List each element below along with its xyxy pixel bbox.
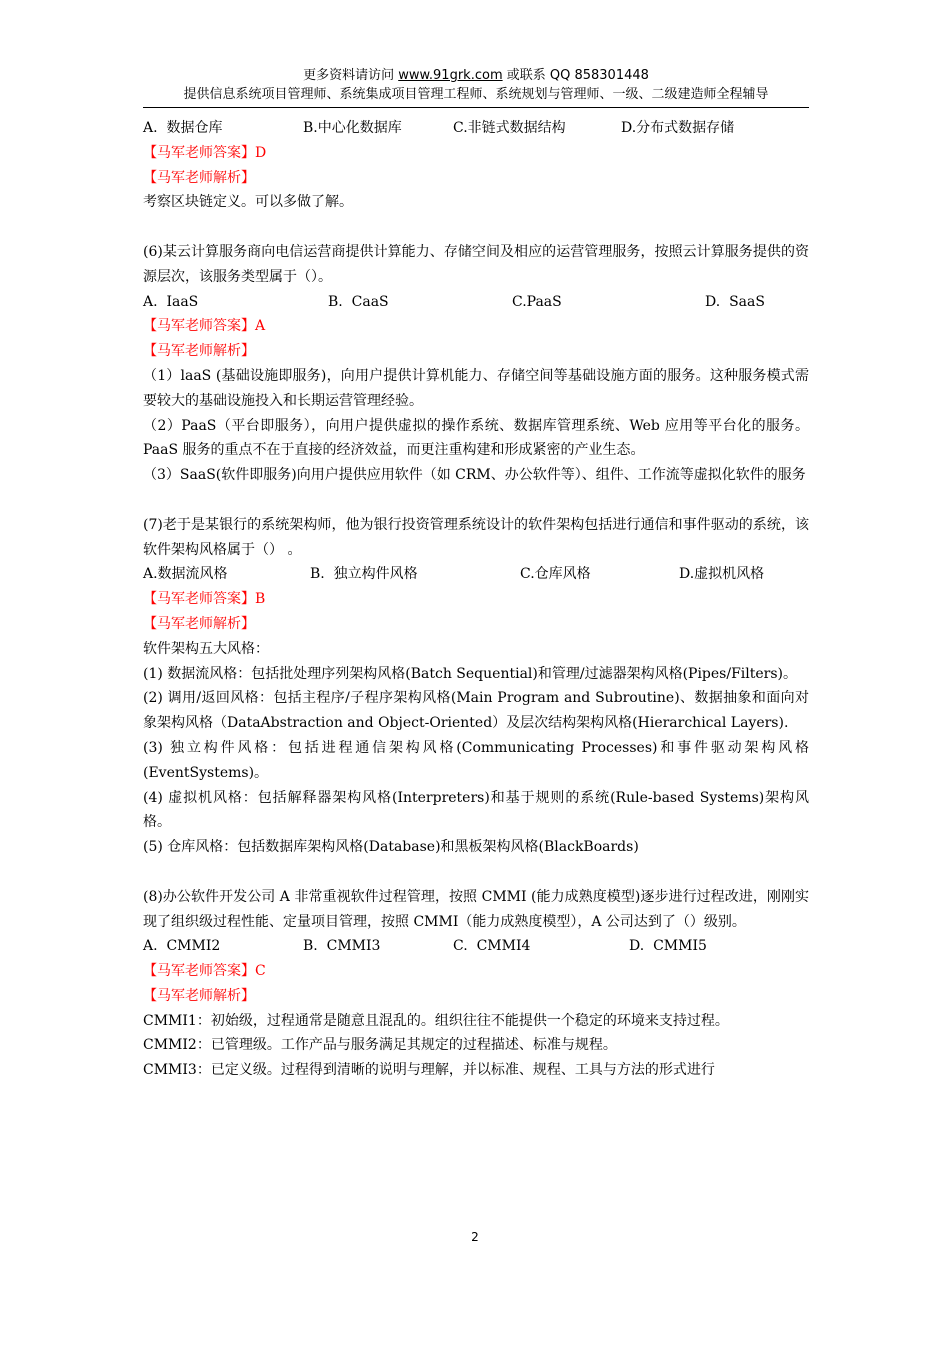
q7-analysis-line: (5) 仓库风格：包括数据库架构风格(Database)和黑板架构风格(BlackBoards) xyxy=(143,839,639,856)
q6-option-b: B. CaaS xyxy=(328,293,389,310)
q6-options xyxy=(143,290,809,315)
q6-stem: (6)某云计算服务商向电信运营商提供计算能力、存储空间及相应的运营管理服务，按照云计算服务提供的资源层次，该服务类型属于（）。 xyxy=(143,243,809,285)
q7-analysis-line: (4) 虚拟机风格：包括解释器架构风格(Interpreters)和基于规则的系统(Rule-based Systems)架构风格。 xyxy=(143,789,809,831)
q5-answer: 【马军老师答案】D xyxy=(143,144,267,161)
q8-answer: 【马军老师答案】C xyxy=(143,963,266,980)
q8-option-b: B. CMMI3 xyxy=(303,938,381,955)
q8-analysis-line: CMMI3：已定义级。过程得到清晰的说明与理解，并以标准、规程、工具与方法的形式进行 xyxy=(143,1062,715,1079)
q7-answer: 【马军老师答案】B xyxy=(143,591,266,608)
q5-option-c: C.非链式数据结构 xyxy=(453,120,566,136)
page-number: 2 xyxy=(471,1230,479,1244)
page-header xyxy=(143,66,809,104)
document-body xyxy=(143,116,809,1083)
q8-options xyxy=(143,934,809,959)
q7-analysis-line: (1) 数据流风格：包括批处理序列架构风格(Batch Sequential)和管理/过滤器架构风格(Pipes/Filters)。 xyxy=(143,665,797,682)
header-divider xyxy=(143,107,809,108)
q7-option-a: A.数据流风格 xyxy=(143,566,228,583)
q7-option-c: C.仓库风格 xyxy=(520,566,591,583)
q6-answer: 【马军老师答案】A xyxy=(143,318,266,335)
q6-analysis-line: （1）laaS (基础设施即服务)，向用户提供计算机能力、存储空间等基础设施方面的服务。这种服务模式需要较大的基础设施投入和长期运营管理经验。 xyxy=(143,367,809,409)
q8-analysis-label: 【马军老师解析】 xyxy=(143,987,255,1004)
q7-stem: (7)老于是某银行的系统架构师，他为银行投资管理系统设计的软件架构包括进行通信和事件驱动的系统，该软件架构风格属于（） 。 xyxy=(143,516,809,558)
header-service-line: 提供信息系统项目管理师、系统集成项目管理工程师、系统规划与管理师、一级、二级建造师全程辅导 xyxy=(183,87,769,102)
q5-analysis-label: 【马军老师解析】 xyxy=(143,169,255,186)
q8-option-a: A. CMMI2 xyxy=(143,938,221,955)
header-website-link[interactable]: www.91grk.com xyxy=(398,68,503,83)
q7-options xyxy=(143,562,809,587)
q5-option-a: A. 数据仓库 xyxy=(143,120,223,136)
q8-analysis-line: CMMI1：初始级，过程通常是随意且混乱的。组织往往不能提供一个稳定的环境来支持过程。 xyxy=(143,1012,729,1029)
q5-option-d: D.分布式数据存储 xyxy=(621,120,735,136)
q8-analysis-line: CMMI2：已管理级。工作产品与服务满足其规定的过程描述、标准与规程。 xyxy=(143,1037,617,1054)
q7-analysis-line: (3) 独立构件风格：包括进程通信架构风格(Communicating Processes)和事件驱动架构风格(EventSystems)。 xyxy=(143,739,809,781)
q6-option-d: D. SaaS xyxy=(705,293,765,310)
q8-stem: (8)办公软件开发公司 A 非常重视软件过程管理，按照 CMMI (能力成熟度模型)逐步进行过程改进，刚刚实现了组织级过程性能、定量项目管理，按照 CMMI（能力成熟度模型），A 公司达到了（）级别。 xyxy=(143,888,809,930)
q6-analysis-line: （3）SaaS(软件即服务)向用户提供应用软件（如 CRM、办公软件等）、组件、工作流等虚拟化软件的服务 xyxy=(143,467,806,484)
q5-options xyxy=(143,116,809,141)
q8-option-c: C. CMMI4 xyxy=(453,938,531,955)
q6-analysis-label: 【马军老师解析】 xyxy=(143,343,255,360)
q7-analysis-label: 【马军老师解析】 xyxy=(143,615,255,632)
q5-option-b: B.中心化数据库 xyxy=(303,120,402,136)
header-suffix: 或联系 QQ 858301448 xyxy=(502,68,649,83)
q7-analysis-line: (2) 调用/返回风格：包括主程序/子程序架构风格(Main Program and Subroutine)、数据抽象和面向对象架构风格（DataAbstraction and Object-Oriented）及层次结构架构风格(Hierarchical Layers). xyxy=(143,690,809,732)
q7-analysis-line: 软件架构五大风格： xyxy=(143,640,269,657)
header-contact-line xyxy=(143,66,809,85)
q6-analysis-line: （2）PaaS（平台即服务），向用户提供虚拟的操作系统、数据库管理系统、Web 应用等平台化的服务。PaaS 服务的重点不在于直接的经济效益，而更注重构建和形成紧密的产业生态。 xyxy=(143,417,809,459)
q6-option-c: C.PaaS xyxy=(512,293,562,310)
q5-analysis-line: 考察区块链定义。可以多做了解。 xyxy=(143,194,353,211)
q7-option-d: D.虚拟机风格 xyxy=(679,566,765,583)
q7-option-b: B. 独立构件风格 xyxy=(310,566,418,583)
q6-option-a: A. IaaS xyxy=(143,293,199,310)
header-prefix: 更多资料请访问 xyxy=(303,68,399,83)
q8-option-d: D. CMMI5 xyxy=(629,938,707,955)
